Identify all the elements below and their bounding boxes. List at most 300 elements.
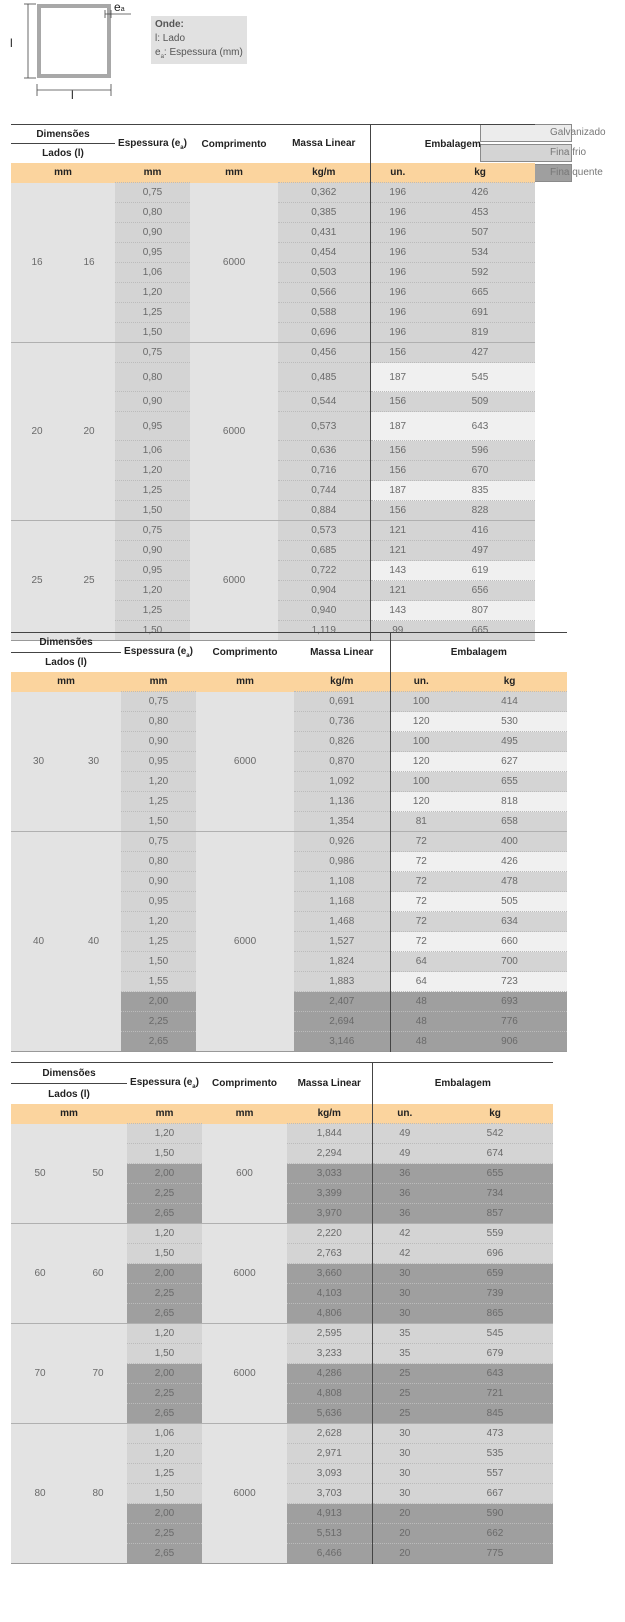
- un-value: 30: [372, 1264, 437, 1284]
- kg-value: 426: [452, 852, 567, 872]
- kg-value: 655: [437, 1164, 553, 1184]
- un-value: 35: [372, 1344, 437, 1364]
- espessura-value: 2,65: [127, 1204, 202, 1224]
- espessura-value: 0,90: [121, 732, 196, 752]
- un-value: 20: [372, 1504, 437, 1524]
- un-value: 20: [372, 1544, 437, 1564]
- un-value: 72: [390, 852, 452, 872]
- massa-value: 1,168: [294, 892, 390, 912]
- un-value: 187: [370, 363, 425, 392]
- espessura-value: 1,20: [121, 912, 196, 932]
- espessura-value: 2,00: [127, 1264, 202, 1284]
- un-value: 49: [372, 1144, 437, 1164]
- un-value: 121: [370, 541, 425, 561]
- massa-value: 1,824: [294, 952, 390, 972]
- header-lados: Lados (l): [42, 148, 84, 159]
- massa-value: 3,033: [287, 1164, 372, 1184]
- table-row: [11, 183, 535, 203]
- espessura-value: 1,50: [115, 621, 190, 641]
- massa-value: 0,485: [278, 363, 370, 392]
- kg-value: 739: [437, 1284, 553, 1304]
- un-value: 30: [372, 1424, 437, 1444]
- espessura-value: 0,75: [121, 692, 196, 712]
- kg-value: 658: [452, 812, 567, 832]
- unit-kgm: kg/m: [278, 163, 370, 183]
- kg-value: 643: [425, 412, 535, 441]
- espessura-value: 1,50: [127, 1344, 202, 1364]
- kg-value: 845: [437, 1404, 553, 1424]
- espessura-value: 1,25: [115, 303, 190, 323]
- espessura-value: 0,75: [115, 521, 190, 541]
- kg-value: 473: [437, 1424, 553, 1444]
- espessura-value: 1,20: [127, 1124, 202, 1144]
- un-value: 36: [372, 1184, 437, 1204]
- un-value: 25: [372, 1384, 437, 1404]
- espessura-value: 1,50: [127, 1484, 202, 1504]
- un-value: 49: [372, 1124, 437, 1144]
- kg-value: 509: [425, 392, 535, 412]
- unit-mm-comprimento: mm: [190, 163, 278, 183]
- espessura-value: 2,25: [127, 1524, 202, 1544]
- kg-value: 655: [452, 772, 567, 792]
- espessura-value: 2,65: [127, 1544, 202, 1564]
- un-value: 100: [390, 732, 452, 752]
- key-galvanizado-label: Galvanizado: [550, 127, 606, 138]
- kg-value: 534: [425, 243, 535, 263]
- espessura-value: 1,25: [127, 1464, 202, 1484]
- kg-value: 665: [425, 283, 535, 303]
- side-a: 70: [11, 1324, 69, 1424]
- header-lados: Lados (l): [45, 657, 87, 668]
- massa-value: 1,119: [278, 621, 370, 641]
- spec-table-2: [11, 632, 567, 1052]
- spec-table-3: [11, 1062, 553, 1564]
- kg-value: 592: [425, 263, 535, 283]
- comprimento-value: 6000: [202, 1224, 287, 1324]
- espessura-value: 0,90: [115, 392, 190, 412]
- un-value: 120: [390, 752, 452, 772]
- massa-value: 1,844: [287, 1124, 372, 1144]
- massa-value: 2,694: [294, 1012, 390, 1032]
- espessura-value: 0,80: [115, 203, 190, 223]
- massa-value: 0,503: [278, 263, 370, 283]
- massa-value: 3,970: [287, 1204, 372, 1224]
- un-value: 196: [370, 243, 425, 263]
- espessura-value: 1,20: [121, 772, 196, 792]
- side-a: 40: [11, 832, 66, 1052]
- massa-value: 3,399: [287, 1184, 372, 1204]
- espessura-value: 2,65: [121, 1032, 196, 1052]
- espessura-value: 2,25: [121, 1012, 196, 1032]
- un-value: 48: [390, 992, 452, 1012]
- kg-value: 819: [425, 323, 535, 343]
- kg-value: 627: [452, 752, 567, 772]
- un-value: 30: [372, 1304, 437, 1324]
- espessura-value: 2,00: [127, 1364, 202, 1384]
- kg-value: 807: [425, 601, 535, 621]
- un-value: 187: [370, 481, 425, 501]
- kg-value: 665: [425, 621, 535, 641]
- espessura-value: 2,00: [127, 1164, 202, 1184]
- header-embalagem: Embalagem: [434, 1078, 491, 1089]
- kg-value: 696: [437, 1244, 553, 1264]
- un-value: 196: [370, 303, 425, 323]
- kg-value: 828: [425, 501, 535, 521]
- kg-value: 693: [452, 992, 567, 1012]
- massa-value: 0,431: [278, 223, 370, 243]
- side-b: 70: [69, 1324, 127, 1424]
- un-value: 81: [390, 812, 452, 832]
- espessura-value: 1,50: [115, 323, 190, 343]
- kg-value: 619: [425, 561, 535, 581]
- unit-kgm: kg/m: [287, 1104, 372, 1124]
- kg-value: 545: [437, 1324, 553, 1344]
- espessura-value: 2,65: [127, 1304, 202, 1324]
- espessura-value: 0,95: [115, 561, 190, 581]
- kg-value: 495: [452, 732, 567, 752]
- espessura-value: 0,90: [121, 872, 196, 892]
- table-row: [11, 832, 567, 852]
- side-a: 60: [11, 1224, 69, 1324]
- massa-value: 0,904: [278, 581, 370, 601]
- un-value: 42: [372, 1224, 437, 1244]
- massa-value: 2,294: [287, 1144, 372, 1164]
- massa-value: 0,685: [278, 541, 370, 561]
- header-dimensoes: Dimensões: [11, 633, 121, 653]
- massa-value: 2,763: [287, 1244, 372, 1264]
- massa-value: 0,573: [278, 412, 370, 441]
- header-massa-linear: Massa Linear: [287, 1063, 372, 1105]
- massa-value: 0,884: [278, 501, 370, 521]
- kg-value: 643: [437, 1364, 553, 1384]
- header-embalagem: Embalagem: [450, 647, 507, 658]
- un-value: 25: [372, 1404, 437, 1424]
- espessura-value: 1,55: [121, 972, 196, 992]
- key-fina-quente-label: Fina quente: [550, 167, 603, 178]
- espessura-value: 0,90: [115, 541, 190, 561]
- kg-value: 775: [437, 1544, 553, 1564]
- un-value: 120: [390, 792, 452, 812]
- legend-title: Onde:: [155, 19, 184, 30]
- unit-un: un.: [370, 163, 425, 183]
- kg-value: 426: [425, 183, 535, 203]
- massa-value: 2,220: [287, 1224, 372, 1244]
- kg-value: 453: [425, 203, 535, 223]
- un-value: 72: [390, 892, 452, 912]
- massa-value: 4,806: [287, 1304, 372, 1324]
- massa-value: 2,595: [287, 1324, 372, 1344]
- massa-value: 0,573: [278, 521, 370, 541]
- unit-kg: kg: [425, 163, 535, 183]
- espessura-value: 0,80: [115, 363, 190, 392]
- comprimento-value: 600: [202, 1124, 287, 1224]
- kg-value: 674: [437, 1144, 553, 1164]
- unit-un: un.: [372, 1104, 437, 1124]
- table-row: [11, 1224, 553, 1244]
- kg-value: 679: [437, 1344, 553, 1364]
- header-massa-linear: Massa Linear: [278, 125, 370, 164]
- massa-value: 0,870: [294, 752, 390, 772]
- espessura-value: 0,95: [115, 412, 190, 441]
- square-tube-diagram: [8, 0, 148, 110]
- kg-value: 660: [452, 932, 567, 952]
- kg-value: 596: [425, 441, 535, 461]
- side-a: 25: [11, 521, 63, 641]
- kg-value: 530: [452, 712, 567, 732]
- unit-kgm: kg/m: [294, 672, 390, 692]
- side-a: 16: [11, 183, 63, 343]
- espessura-value: 0,95: [115, 243, 190, 263]
- massa-value: 0,566: [278, 283, 370, 303]
- espessura-value: 2,25: [127, 1184, 202, 1204]
- side-a: 50: [11, 1124, 69, 1224]
- kg-value: 656: [425, 581, 535, 601]
- un-value: 25: [372, 1364, 437, 1384]
- espessura-value: 2,65: [127, 1404, 202, 1424]
- massa-value: 0,544: [278, 392, 370, 412]
- unit-mm-comprimento: mm: [202, 1104, 287, 1124]
- un-value: 30: [372, 1284, 437, 1304]
- kg-value: 662: [437, 1524, 553, 1544]
- kg-value: 590: [437, 1504, 553, 1524]
- header-comprimento: Comprimento: [212, 1078, 278, 1089]
- espessura-value: 1,06: [115, 263, 190, 283]
- un-value: 64: [390, 952, 452, 972]
- kg-value: 427: [425, 343, 535, 363]
- side-a: 20: [11, 343, 63, 521]
- massa-value: 1,136: [294, 792, 390, 812]
- massa-value: 3,660: [287, 1264, 372, 1284]
- espessura-value: 1,20: [115, 581, 190, 601]
- massa-value: 0,744: [278, 481, 370, 501]
- table-row: [11, 1324, 553, 1344]
- massa-value: 4,808: [287, 1384, 372, 1404]
- un-value: 156: [370, 441, 425, 461]
- massa-value: 0,926: [294, 832, 390, 852]
- espessura-value: 0,75: [121, 832, 196, 852]
- kg-value: 670: [425, 461, 535, 481]
- un-value: 100: [390, 772, 452, 792]
- massa-value: 0,986: [294, 852, 390, 872]
- kg-value: 700: [452, 952, 567, 972]
- table-row: [11, 343, 535, 363]
- espessura-value: 0,75: [115, 183, 190, 203]
- header-dimensoes: Dimensões: [11, 1063, 127, 1084]
- massa-value: 0,736: [294, 712, 390, 732]
- kg-value: 734: [437, 1184, 553, 1204]
- un-value: 35: [372, 1324, 437, 1344]
- espessura-value: 2,25: [127, 1384, 202, 1404]
- espessura-value: 1,25: [121, 792, 196, 812]
- espessura-value: 0,80: [121, 712, 196, 732]
- kg-value: 776: [452, 1012, 567, 1032]
- side-a: 80: [11, 1424, 69, 1564]
- side-b: 25: [63, 521, 115, 641]
- un-value: 100: [390, 692, 452, 712]
- un-value: 48: [390, 1032, 452, 1052]
- comprimento-value: 6000: [190, 183, 278, 343]
- header-comprimento: Comprimento: [201, 138, 267, 150]
- side-b: 40: [66, 832, 121, 1052]
- kg-value: 400: [452, 832, 567, 852]
- un-value: 48: [390, 1012, 452, 1032]
- massa-value: 3,233: [287, 1344, 372, 1364]
- massa-value: 1,092: [294, 772, 390, 792]
- massa-value: 6,466: [287, 1544, 372, 1564]
- header-dimensoes: Dimensões: [11, 125, 115, 144]
- header-espessura: Espessura $(e_a)$: [130, 1077, 199, 1090]
- table-row: [11, 1424, 553, 1444]
- kg-value: 535: [437, 1444, 553, 1464]
- kg-value: 542: [437, 1124, 553, 1144]
- espessura-value: 0,95: [121, 752, 196, 772]
- side-b: 16: [63, 183, 115, 343]
- massa-value: 2,628: [287, 1424, 372, 1444]
- comprimento-value: 6000: [190, 521, 278, 641]
- header-espessura: Espessura $(e_a)$: [118, 137, 187, 151]
- espessura-value: 2,00: [127, 1504, 202, 1524]
- massa-value: 0,362: [278, 183, 370, 203]
- un-value: 120: [390, 712, 452, 732]
- table-row: [11, 1124, 553, 1144]
- espessura-value: 1,20: [115, 461, 190, 481]
- kg-value: 857: [437, 1204, 553, 1224]
- kg-value: 545: [425, 363, 535, 392]
- kg-value: 414: [452, 692, 567, 712]
- espessura-value: 2,25: [127, 1284, 202, 1304]
- massa-value: 1,354: [294, 812, 390, 832]
- comprimento-value: 6000: [190, 343, 278, 521]
- header-lados: Lados (l): [48, 1088, 90, 1100]
- massa-value: 5,513: [287, 1524, 372, 1544]
- espessura-value: 0,80: [121, 852, 196, 872]
- massa-value: 3,146: [294, 1032, 390, 1052]
- legend-line-2: $e_a$: Espessura (mm): [155, 47, 243, 60]
- unit-mm-lados: mm: [11, 1104, 127, 1124]
- kg-value: 659: [437, 1264, 553, 1284]
- kg-value: 507: [425, 223, 535, 243]
- kg-value: 691: [425, 303, 535, 323]
- espessura-value: 0,75: [115, 343, 190, 363]
- massa-value: 1,108: [294, 872, 390, 892]
- kg-value: 865: [437, 1304, 553, 1324]
- massa-value: 0,696: [278, 323, 370, 343]
- kg-value: 478: [452, 872, 567, 892]
- kg-value: 634: [452, 912, 567, 932]
- massa-value: 4,913: [287, 1504, 372, 1524]
- un-value: 196: [370, 203, 425, 223]
- espessura-value: 1,50: [121, 812, 196, 832]
- massa-value: 0,385: [278, 203, 370, 223]
- un-value: 196: [370, 323, 425, 343]
- un-value: 36: [372, 1204, 437, 1224]
- un-value: 30: [372, 1444, 437, 1464]
- table-row: [11, 692, 567, 712]
- un-value: 121: [370, 521, 425, 541]
- spec-table-1: [11, 124, 535, 641]
- un-value: 72: [390, 932, 452, 952]
- kg-value: 667: [437, 1484, 553, 1504]
- side-b: 60: [69, 1224, 127, 1324]
- espessura-value: 1,06: [127, 1424, 202, 1444]
- kg-value: 505: [452, 892, 567, 912]
- massa-value: 0,454: [278, 243, 370, 263]
- massa-value: 0,716: [278, 461, 370, 481]
- un-value: 64: [390, 972, 452, 992]
- massa-value: 0,940: [278, 601, 370, 621]
- unit-un: un.: [390, 672, 452, 692]
- espessura-value: 1,20: [127, 1224, 202, 1244]
- header-embalagem: Embalagem: [424, 138, 481, 150]
- unit-mm-espessura: mm: [121, 672, 196, 692]
- comprimento-value: 6000: [196, 832, 294, 1052]
- un-value: 72: [390, 832, 452, 852]
- un-value: 42: [372, 1244, 437, 1264]
- thickness-label: ea: [114, 0, 125, 14]
- espessura-value: 0,95: [121, 892, 196, 912]
- un-value: 72: [390, 912, 452, 932]
- espessura-value: 1,20: [127, 1324, 202, 1344]
- un-value: 156: [370, 461, 425, 481]
- un-value: 72: [390, 872, 452, 892]
- espessura-value: 1,25: [121, 932, 196, 952]
- massa-value: 0,691: [294, 692, 390, 712]
- espessura-value: 1,06: [115, 441, 190, 461]
- massa-value: 2,971: [287, 1444, 372, 1464]
- un-value: 121: [370, 581, 425, 601]
- un-value: 196: [370, 183, 425, 203]
- side-label-bottom: l: [71, 88, 74, 102]
- massa-value: 4,286: [287, 1364, 372, 1384]
- side-b: 50: [69, 1124, 127, 1224]
- massa-value: 5,636: [287, 1404, 372, 1424]
- massa-value: 0,636: [278, 441, 370, 461]
- un-value: 196: [370, 223, 425, 243]
- unit-mm-lados: mm: [11, 163, 115, 183]
- kg-value: 557: [437, 1464, 553, 1484]
- kg-value: 906: [452, 1032, 567, 1052]
- massa-value: 2,407: [294, 992, 390, 1012]
- un-value: 156: [370, 392, 425, 412]
- kg-value: 835: [425, 481, 535, 501]
- espessura-value: 1,50: [127, 1244, 202, 1264]
- comprimento-value: 6000: [196, 692, 294, 832]
- massa-value: 3,093: [287, 1464, 372, 1484]
- massa-value: 0,456: [278, 343, 370, 363]
- un-value: 99: [370, 621, 425, 641]
- kg-value: 497: [425, 541, 535, 561]
- espessura-value: 1,25: [115, 601, 190, 621]
- unit-kg: kg: [452, 672, 567, 692]
- massa-value: 0,826: [294, 732, 390, 752]
- espessura-value: 0,90: [115, 223, 190, 243]
- un-value: 156: [370, 501, 425, 521]
- un-value: 196: [370, 263, 425, 283]
- legend-line-1: l: Lado: [155, 33, 186, 44]
- header-espessura: Espessura $(e_a)$: [124, 646, 193, 659]
- unit-mm-comprimento: mm: [196, 672, 294, 692]
- comprimento-value: 6000: [202, 1424, 287, 1564]
- header-massa-linear: Massa Linear: [294, 633, 390, 673]
- kg-value: 723: [452, 972, 567, 992]
- un-value: 143: [370, 561, 425, 581]
- unit-mm-lados: mm: [11, 672, 121, 692]
- espessura-value: 1,20: [127, 1444, 202, 1464]
- espessura-value: 1,50: [121, 952, 196, 972]
- un-value: 143: [370, 601, 425, 621]
- massa-value: 4,103: [287, 1284, 372, 1304]
- unit-mm-espessura: mm: [127, 1104, 202, 1124]
